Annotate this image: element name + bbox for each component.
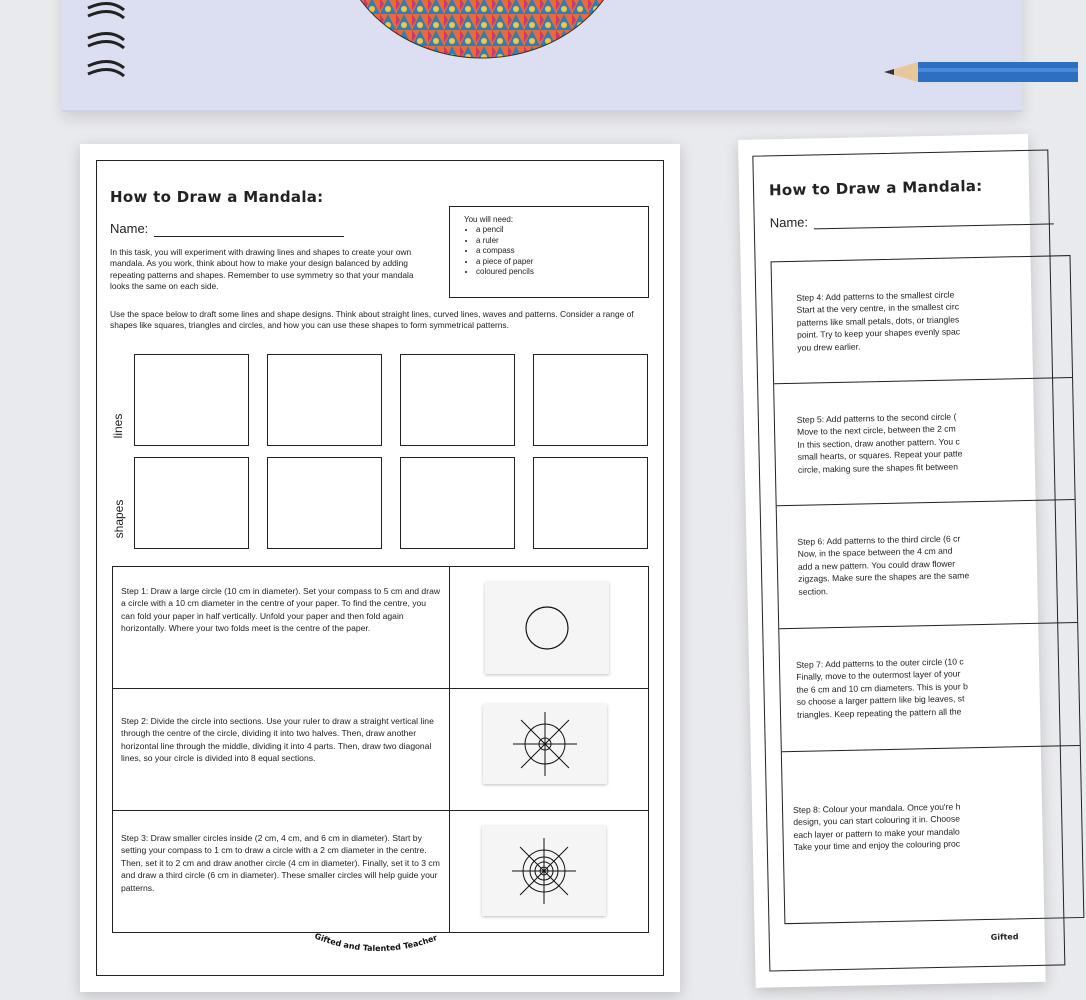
worksheet-right — [738, 134, 1046, 988]
step-1-text: Step 1: Draw a large circle (10 cm in diameter). Set your compass to 5 cm and draw a circle with a 10 cm diameter in the centre of your paper. To find the centre, you can fold your paper in half vertically. Unfold your paper and then fold again horizontally. Where your two folds meet is the centre of the paper. — [121, 586, 441, 634]
worksheet-left — [80, 144, 680, 992]
materials-item: • a compass — [476, 246, 638, 256]
lines-practice-box[interactable] — [533, 354, 648, 446]
row-label-lines: lines — [111, 413, 125, 439]
shapes-practice-box[interactable] — [134, 457, 249, 549]
lines-practice-box[interactable] — [400, 354, 515, 446]
concentric-circles-diagram-icon — [482, 826, 606, 916]
step-2-image — [483, 704, 607, 784]
step-row — [782, 746, 1084, 925]
lines-practice-box[interactable] — [267, 354, 382, 446]
shapes-practice-box[interactable] — [267, 457, 382, 549]
name-label: Name: — [769, 214, 809, 231]
name-field[interactable] — [154, 236, 344, 237]
materials-item: • coloured pencils — [476, 267, 638, 277]
worksheet-title: How to Draw a Mandala: — [768, 176, 983, 200]
pencil-icon — [884, 56, 1074, 88]
step-2-text: Step 2: Divide the circle into sections. Use your ruler to draw a straight vertical line through the centre of the circle, dividing it into two halves. Then, draw another horizontal line through the middle, dividing it into 4 parts. Then, draw two diagonal lines, so your circle is divided into 8 equal sections. — [121, 716, 434, 764]
step-5-text: Step 5: Add patterns to the second circle ( Move to the next circle, between the 2 cm In this section, draw another pattern. You c small hearts, or squares. Repeat your patte circle, making sure the shapes fit between — [796, 411, 963, 475]
materials-item: • a ruler — [476, 236, 638, 246]
step-row — [113, 567, 648, 689]
lines-practice-box[interactable] — [134, 354, 249, 446]
draft-instructions: Use the space below to draft some lines and shape designs. Think about straight lines, curved lines, waves and patterns. Consider a range of shapes like squares, triangles and circles, and how you can use these shapes to form symmetrical patterns. — [110, 309, 634, 331]
materials-item: • a pencil — [476, 225, 638, 235]
step-row — [772, 256, 1072, 384]
materials-title: You will need: — [464, 215, 514, 224]
step-row — [777, 500, 1078, 629]
step-row — [779, 623, 1080, 752]
name-label: Name: — [110, 221, 149, 236]
divided-circle-diagram-icon — [483, 704, 607, 784]
step-row — [774, 378, 1074, 506]
footer-brand-logo — [308, 930, 448, 966]
svg-text:Gifted and Talented Teacher — [313, 932, 438, 953]
step-row — [113, 689, 648, 811]
shapes-practice-box[interactable] — [400, 457, 515, 549]
steps-table — [771, 255, 1085, 924]
step-3-image — [482, 826, 606, 916]
materials-item: • a piece of paper — [476, 257, 638, 267]
worksheet-title: How to Draw a Mandala: — [110, 188, 324, 206]
spiral-binding-icon — [80, 0, 132, 80]
row-label-shapes: shapes — [112, 499, 126, 539]
shapes-practice-box[interactable] — [533, 457, 648, 549]
step-row — [113, 811, 648, 934]
background-notebook — [62, 0, 1022, 112]
step-8-text: Step 8: Colour your mandala. Once you're h design, you can start colouring it in. Choose each layer or pattern to make your mandalo Take your time and enjoy the colouring proc — [792, 801, 961, 853]
step-7-text: Step 7: Add patterns to the outer circle (10 c Finally, move to the outermost layer of your the 6 cm and 10 cm diameters. This is your b so choose a larger pattern like big leaves, st triangles. Keep repeating the pattern all the — [795, 656, 968, 720]
step-6-text: Step 6: Add patterns to the third circle (6 cr Now, in the space between the 4 cm and add a new pattern. You could draw flower zigzags. Make sure the shapes are the same section. — [797, 533, 970, 597]
mandala-illustration — [332, 0, 632, 60]
step-4-text: Step 4: Add patterns to the smallest circle Start at the very centre, in the smallest circ patterns like small petals, dots, or triangles point. Try to keep your shapes evenly spac you drew earlier. — [796, 289, 961, 353]
steps-table — [112, 566, 649, 933]
materials-box — [449, 206, 649, 298]
materials-list — [464, 225, 638, 277]
circle-diagram-icon — [485, 582, 609, 674]
intro-text: In this task, you will experiment with drawing lines and shapes to create your own mandala. As you work, think about how to make your design balanced by adding repeating patterns and shapes. Remember to use symmetry so that your mandala looks the same on each side. — [110, 247, 414, 292]
step-1-image — [485, 582, 609, 674]
footer-brand: Gifted and Talented Teacher — [313, 931, 439, 954]
footer-brand: Gifted — [990, 932, 1019, 942]
step-3-text: Step 3: Draw smaller circles inside (2 cm, 4 cm, and 6 cm in diameter). Start by setting your compass to 1 cm to draw a circle with a 2 cm diameter in the centre. Then, set it to 2 cm and draw another circle (4 cm in diameter). Finally, set it to 3 cm and draw a third circle (6 cm in diameter). These smaller circles will help guide your patterns. — [121, 833, 440, 893]
